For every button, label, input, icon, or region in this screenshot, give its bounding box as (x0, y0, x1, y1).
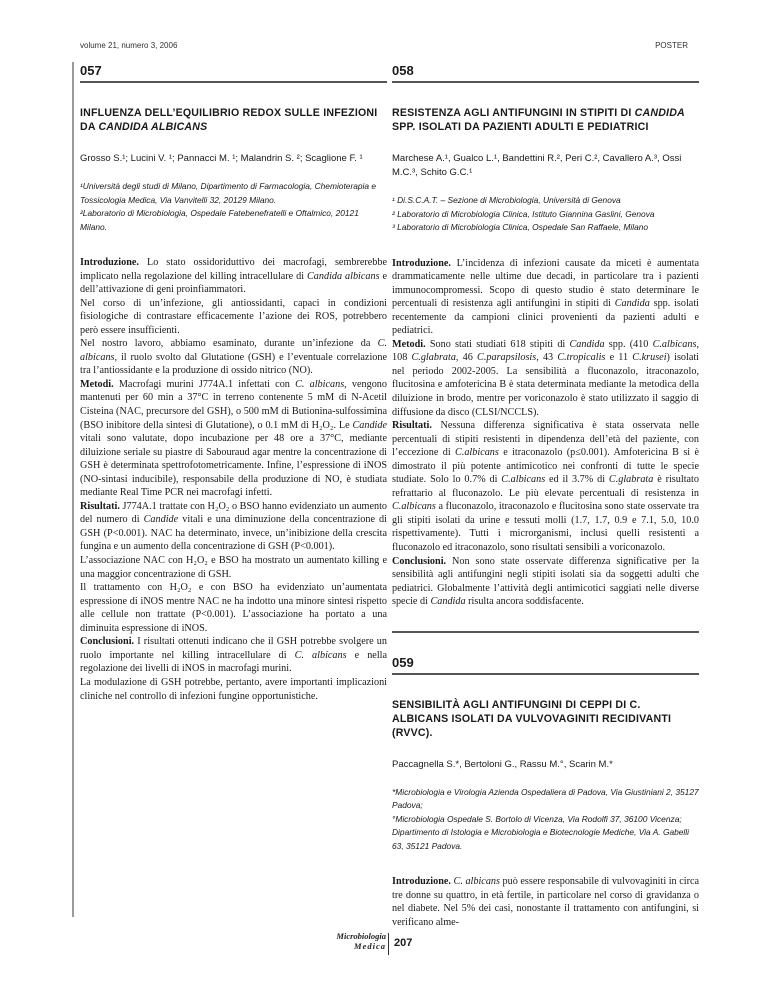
affiliation: Dipartimento di Istologia e Microbiologia e Biotecnologie Mediche, Via A. Gabelli 63, 35121 Padova. (392, 827, 690, 851)
abstract-text: spp. isolati recentemente da campioni clinici provenienti da pazienti adulti e pediatrici. (392, 298, 699, 337)
abstract-text: e nella regolazione dei livelli di iNOS in macrofagi murini. (80, 649, 387, 675)
abstract-text: C. albicans (453, 876, 500, 888)
margin-rule (72, 62, 74, 917)
abstract-text: vitali e una diminuzione della concentrazione di GSH (P<0.001). NAC ha determinato, invece, un’inibizione della crescita fungina e un aumento della concentrazione di GSH (P<0.001). (80, 514, 387, 553)
journal-logo: Microbiologia Medica (336, 931, 386, 951)
divider (392, 631, 699, 633)
abstract-text: C.parapsilosis (477, 352, 537, 364)
abstract-text: I risultati ottenuti indicano che il GSH potrebbe svolgere un ruolo importante nel killing intracellulare di (80, 636, 387, 661)
abstract-text: Candida (569, 338, 605, 350)
abstract-text: ) isolati nel periodo 2002-2005. La sensibilità a fluconazolo, itraconazolo, flucitosina e amfotericina B è stata determinata mediante la metodica della diluizione in brodo, mentre per voriconazolo è stato utilizzato il saggio di diffusione da disco (CLSI/NCCLS). (392, 352, 700, 418)
right-column (392, 63, 699, 929)
abstract-text: Sono stati studiati 618 stipiti di (425, 338, 570, 350)
abstract-text: può essere responsabile di vulvovaginiti in circa tre donne su quattro, in età fertile, in particolare nel corso di gravidanza o nel diabete. Nel 5% dei casi, nonostante il trattamento con antifungini, si verificano alme- (392, 876, 700, 928)
authors: Grosso S.¹; Lucini V. ¹; Pannacci M. ¹; Malandrin S. ²; Scaglione F. ¹ (80, 153, 363, 164)
section-heading: Metodi. (392, 338, 426, 350)
abstract-text: risulta ancora soddisfacente. (465, 596, 584, 608)
divider (392, 673, 699, 675)
abstract-text: a fluconazolo, itraconazolo e flucitosina sono state osservate tra gli stipiti isolati da urine e tessuti molli (1.7, 1.7, 0.9 e 7.1, 5.0, 10.0 rispettivamente). Tutti i microrganismi, inclusi quelli resistenti a fluconazolo ed itraconazolo, sono risultati sensibili a voriconazolo. (392, 501, 699, 553)
abstract-text: C. albicans, (80, 338, 387, 363)
page-number: 207 (394, 937, 413, 949)
section-heading: Introduzione. (80, 257, 139, 268)
abstract-text: C. albicans (294, 649, 347, 661)
abstract-text: Candida (614, 298, 650, 310)
section-heading: Risultati. (80, 500, 120, 512)
abstract-text: Candide (352, 419, 387, 431)
abstract-number: 058 (392, 63, 414, 78)
abstract-text: Lo stato ossidoriduttivo dei macrofagi, sembrerebbe implicato nella regolazione del killing intracellulare di (80, 257, 387, 282)
abstract-text: C.albicans (455, 447, 499, 459)
abstract-text: Nel nostro lavoro, abbiamo esaminato, durante un’infezione da (80, 338, 378, 350)
abstract-text: , 43 (536, 352, 558, 364)
section-heading: Introduzione. (392, 876, 451, 888)
abstract-text: Il trattamento con H₂O₂ e con BSO ha evidenziato un’aumentata espressione di iNOS mentre NAC ne ha indotto una minore sintesi rispetto alle cellule non trattate (P<0.001). L’associazione ha portato a una diminuita espressione di iNOS. (80, 582, 387, 634)
section-label: POSTER (655, 41, 688, 50)
abstract-text: C.krusei (632, 352, 667, 364)
abstract-text: C. albicans (295, 378, 345, 390)
footer-divider (388, 933, 389, 955)
abstract-059 (392, 655, 699, 930)
abstract-text: il ruolo svolto dal Glutatione (GSH) e l’eventuale correlazione tra l’antiossidante e la produzione di ossido nitrico (NO). (80, 351, 387, 377)
abstract-text: C.glabrata (608, 474, 654, 486)
section-heading: Conclusioni. (80, 636, 135, 648)
affiliations (80, 180, 387, 234)
page-footer (310, 931, 430, 961)
abstract-text: C.glabrata (411, 352, 456, 364)
abstract-title: SENSIBILITÀ AGLI ANTIFUNGINI DI CEPPI DI C. ALBICANS ISOLATI DA VULVOVAGINITI RECIDIVANTI (RVVC). (392, 698, 672, 739)
abstract-text: C.tropicalis (557, 352, 606, 364)
journal-volume: volume 21, numero 3, 2006 (80, 41, 178, 50)
abstract-text: Nessuna differenza significativa è stata osservata nelle percentuali di stipiti resistenti in dipendenza dell’età del paziente, con l’eccezione di (392, 420, 699, 459)
affiliation: ¹Università degli studi di Milano, Dipartimento di Farmacologia, Chemioterapia e Tossicologia Medica, Via Vanvitelli 32, 20129 Milano. (80, 181, 377, 205)
abstract-text: Nel corso di un’infezione, gli antiossidanti, capaci in condizioni fisiologiche di contrastare efficacemente l’azione dei ROS, potrebbero però essere insufficienti. (80, 297, 387, 336)
affiliations (392, 194, 699, 235)
abstract-text: e 11 (605, 352, 633, 364)
abstract-number: 057 (80, 63, 102, 78)
abstract-text: ed il 3.7% di (545, 474, 609, 486)
abstract-body (80, 256, 387, 703)
abstract-text: Candida (430, 596, 466, 608)
affiliations (392, 786, 699, 854)
affiliation: ³ Laboratorio di Microbiologia Clinica, Ospedale San Raffaele, Milano (392, 222, 649, 232)
abstract-text: , 46 (455, 352, 478, 364)
abstract-text: Candida albicans (307, 270, 380, 282)
abstract-057 (80, 63, 387, 703)
abstract-text: è risultato refrattario al fluconazolo. Le più elevate percentuali di resistenza in (392, 474, 699, 499)
abstract-number: 059 (392, 654, 414, 670)
affiliation: ² Laboratorio di Microbiologia Clinica, Istituto Giannina Gaslini, Genova (392, 208, 655, 219)
abstract-text: L’incidenza di infezioni causate da miceti è aumentata drammaticamente nelle ultime due decadi, in particolare tra i pazienti immunocompromessi. Scopo di questo studio è stato determinare le percentuali di resistenza agli antifungini in stipiti di (392, 257, 699, 310)
authors: Marchese A.¹, Gualco L.¹, Bandettini R.², Peri C.², Cavallero A.³, Ossi M.C.³, Schito G.C.¹ (392, 153, 682, 178)
abstract-text: spp. (410 (604, 338, 653, 350)
abstract-text: C.albicans (501, 474, 546, 486)
abstract-text: Non sono state osservate differenza significative per la sensibilità agli antifungini negli stipiti isolati sia da soggetti adulti che pediatrici. Globalmente l’attività degli antimicotici saggiati nelle diverse specie di (392, 555, 699, 608)
section-heading: Risultati. (392, 420, 432, 432)
authors: Paccagnella S.*, Bertoloni G., Rassu M.°, Scarin M.* (392, 758, 613, 770)
abstract-title: INFLUENZA DELL’EQUILIBRIO REDOX SULLE INFEZIONI DA CANDIDA ALBICANS (80, 107, 378, 133)
affiliation: ²Laboratorio di Microbiologia, Ospedale Fatebenefratelli e Oftalmico, 20121 Milano. (80, 208, 359, 232)
section-heading: Conclusioni. (392, 555, 447, 567)
section-heading: Introduzione. (392, 257, 451, 269)
abstract-body (392, 875, 699, 929)
abstract-title: RESISTENZA AGLI ANTIFUNGINI IN STIPITI DI CANDIDA SPP. ISOLATI DA PAZIENTI ADULTI E PEDIATRICI (392, 107, 685, 133)
section-heading: Metodi. (80, 378, 114, 390)
abstract-text: Macrofagi murini J774A.1 infettati con (113, 378, 296, 390)
divider (392, 81, 699, 83)
abstract-text: C.albicans (652, 338, 697, 350)
affiliation: *Microbiologia e Virologia Azienda Ospedaliera di Padova, Via Giustiniani 2, 35127 Padova; (392, 786, 699, 811)
abstract-058 (392, 63, 699, 609)
abstract-text: vitali sono valutate, dopo incubazione per 48 ore a 37°C, mediante diluizione seriale su piastre di Sabouraud agar mentre la concentrazione di GSH è determinata spettrofotometricamente. Infine, l’espressione di iNOS (NO-sintasi inducibile), responsabile della produzione di NO, è studiata mediante Real Time PCR nei macrofagi infetti. (80, 433, 387, 499)
divider (80, 81, 387, 83)
abstract-body (392, 257, 699, 609)
abstract-text: Candide (143, 514, 179, 526)
abstract-text: J774A.1 trattate con H₂O₂ o BSO hanno evidenziato un aumento del numero di (80, 500, 387, 526)
abstract-text: La modulazione di GSH potrebbe, pertanto, avere importanti implicazioni cliniche nel controllo di infezioni fungine opportunistiche. (80, 676, 387, 702)
abstract-text: , 108 (392, 338, 699, 364)
abstract-text: L’associazione NAC con H₂O₂ e BSO ha mostrato un aumentato killing e una maggior concentrazione di GSH. (80, 555, 387, 580)
abstract-text: e dell’attivazione di geni proinfiammatori. (80, 270, 387, 296)
affiliation: °Microbiologia Ospedale S. Bortolo di Vicenza, Via Rodolfi 37, 36100 Vicenza; (392, 813, 682, 824)
abstract-text: , vengono mantenuti per 60 min a 37°C in terreno contenente 5 mM di N-Acetil Cisteina (NAC, precursore del GSH), o 500 mM di Butionina-sulfossimina (BSO inibitore della sintesi di Glutatione), o 0.1 mM di H₂O₂. Le (80, 378, 387, 431)
affiliation: ¹ Di.S.C.A.T. – Sezione di Microbiologia, Università di Genova (392, 195, 621, 205)
abstract-text: C.albicans (392, 501, 436, 513)
abstract-text: e itraconazolo (p≤0.001). Amfotericina B si è dimostrato il più potente antimicotico nei confronti di tutte le specie studiate. Solo lo 0.7% di (392, 447, 699, 486)
